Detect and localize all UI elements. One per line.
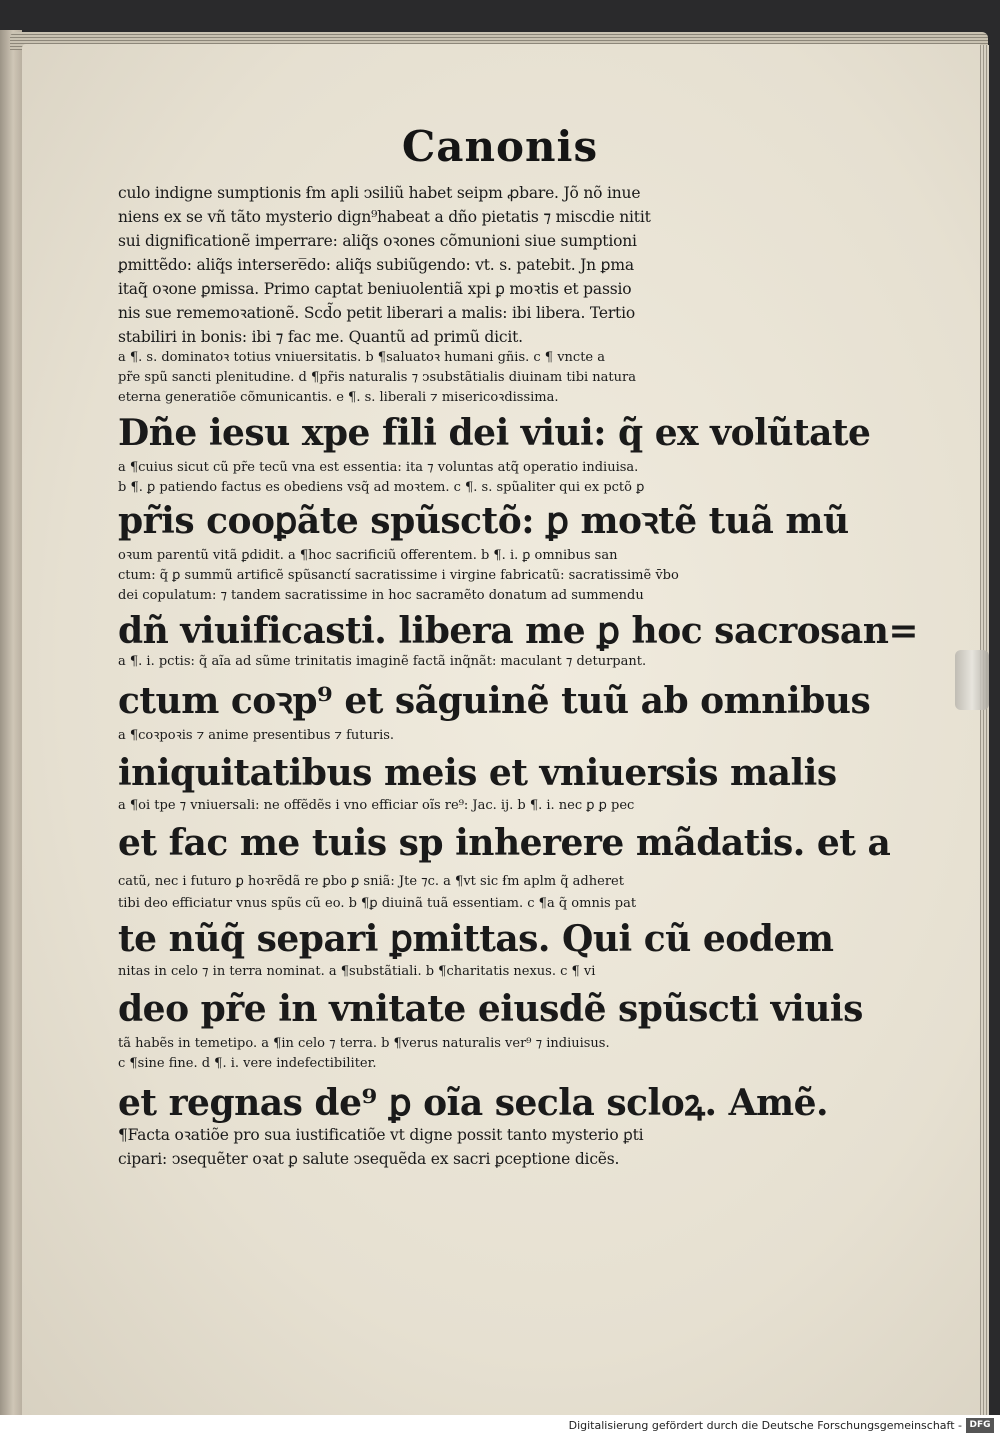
left-page-edge xyxy=(0,30,22,1415)
gloss-line: a ¶. i. pctis: q̃ aĩa ad sũme trinitatis imaginẽ factã inq̃nãt: maculant ⁊ deturpant. xyxy=(118,654,647,669)
text-line: nis sue rememoꝛationẽ. Scd̃o petit liberari a malis: ibi libera. Tertio xyxy=(118,304,635,322)
gloss-line: catũ, nec i futuro ꝑ hoꝛrẽdã re ꝑbo ꝑ sniã: Jte ⁊c. a ¶vt sic ẜm aplm q̃ adheret xyxy=(118,874,624,889)
page-heading: Canonis xyxy=(401,122,599,171)
page-clip xyxy=(955,650,989,710)
canon-text-line: pr̃is cooꝑãte spũsctõ: ꝑ moꝛtẽ tuã mũ xyxy=(118,500,849,542)
gloss-line: a ¶. s. dominatoꝛ totius vniuersitatis. b ¶saluatoꝛ humani gñis. c ¶ vncte a xyxy=(118,350,606,365)
gloss-line: a ¶oi tpe ⁊ vniuersali: ne offẽdẽs i vno efficiar oĩs re⁹: Jac. ij. b ¶. i. nec ꝑ ꝑ pec xyxy=(118,798,635,813)
text-line: culo indigne sumptionis ẜm apli ↄsiliũ habet seipm ꝓbare. Jõ nõ inue xyxy=(118,184,641,202)
canon-text-line: et regnas de⁹ ꝑ oĩa secla scloꝝ. Amẽ. xyxy=(118,1082,829,1124)
gloss-line: eterna generatiõe cõmunicantis. e ¶. s. liberali ⁊ misericoꝛdissima. xyxy=(118,390,559,405)
text-line: ¶Facta oꝛatiõe pro sua iustificatiõe vt digne possit tanto mysterio ꝑti xyxy=(118,1126,644,1144)
funding-credit: Digitalisierung gefördert durch die Deutsche Forschungsgemeinschaft - xyxy=(568,1419,962,1432)
text-line: stabiliri in bonis: ibi ⁊ fac me. Quantũ ad primũ dicit. xyxy=(118,328,523,346)
canon-text-line: dñ viuificasti. libera me ꝑ hoc sacrosan= xyxy=(118,610,919,652)
text-line: niens ex se vñ tãto mysterio dign⁹habeat a dño pietatis ⁊ miscdie nitit xyxy=(118,208,651,226)
canon-text-line: deo pr̃e in vnitate eiusdẽ spũscti viuis xyxy=(118,988,863,1030)
text-line: itaq̃ oꝛone ꝑmissa. Primo captat beniuolentiã xpi ꝑ moꝛtis et passio xyxy=(118,280,632,298)
gloss-line: a ¶cuius sicut cũ pr̃e tecũ vna est essentia: ita ⁊ voluntas atq̃ operatio indiuisa. xyxy=(118,460,639,475)
text-line: ꝑmittẽdo: aliq̃s intersere̅do: aliq̃s subiũgendo: vt. s. patebit. Jn ꝑma xyxy=(118,256,634,274)
gloss-line: tibi deo efficiatur vnus spũs cũ eo. b ¶ꝑ diuinã tuã essentiam. c ¶a q̃ omnis pat xyxy=(118,896,637,911)
canon-text-line: Dñe iesu xpe fili dei viui: q̃ ex volũtate xyxy=(118,412,871,454)
text-line: cipari: ↄsequẽter oꝛat ꝑ salute ↄsequẽda ex sacri ꝑceptione dicẽs. xyxy=(118,1150,620,1168)
canon-text-line: iniquitatibus meis et vniuersis malis xyxy=(118,752,837,794)
gloss-line: tã habẽs in temetipo. a ¶in celo ⁊ terra. b ¶verus naturalis ver⁹ ⁊ indiuisus. xyxy=(118,1036,610,1051)
dfg-logo: DFG xyxy=(966,1418,994,1433)
gloss-line: ctum: q̃ ꝑ summũ artificẽ spũsanctí sacratissime i virgine fabricatũ: sacratissimẽ v̄bo xyxy=(118,568,679,583)
gloss-line: a ¶coꝛpoꝛis ⁊ anime presentibus ⁊ futuris. xyxy=(118,728,395,743)
gloss-line: pr̃e spũ sancti plenitudine. d ¶pr̃is naturalis ⁊ ↄsubstãtialis diuinam tibi natura xyxy=(118,370,636,385)
gloss-line: dei copulatum: ⁊ tandem sacratissime in hoc sacramẽto donatum ad summendu xyxy=(118,588,644,603)
gloss-line: c ¶sine fine. d ¶. i. vere indefectibiliter. xyxy=(118,1056,377,1071)
canon-text-line: te nũq̃ separi ꝑmittas. Qui cũ eodem xyxy=(118,918,834,960)
funding-footer xyxy=(0,1415,1000,1438)
gloss-line: nitas in celo ⁊ in terra nominat. a ¶substãtiali. b ¶charitatis nexus. c ¶ vi xyxy=(118,964,596,979)
canon-text-line: et fac me tuis sp inherere mãdatis. et a xyxy=(118,822,891,864)
gloss-line: oꝛum parentũ vitã ꝑdidit. a ¶hoc sacrificiũ offerentem. b ¶. i. ꝑ omnibus san xyxy=(118,548,618,563)
canon-text-line: ctum coꝛp⁹ et sãguinẽ tuũ ab omnibus xyxy=(118,680,871,722)
gloss-line: b ¶. ꝑ patiendo factus es obediens vsq̃ ad moꝛtem. c ¶. s. spũaliter qui ex pctõ ꝑ xyxy=(118,480,645,495)
text-line: sui dignificationẽ imperrare: aliq̃s oꝛones cõmunioni siue sumptioni xyxy=(118,232,637,250)
